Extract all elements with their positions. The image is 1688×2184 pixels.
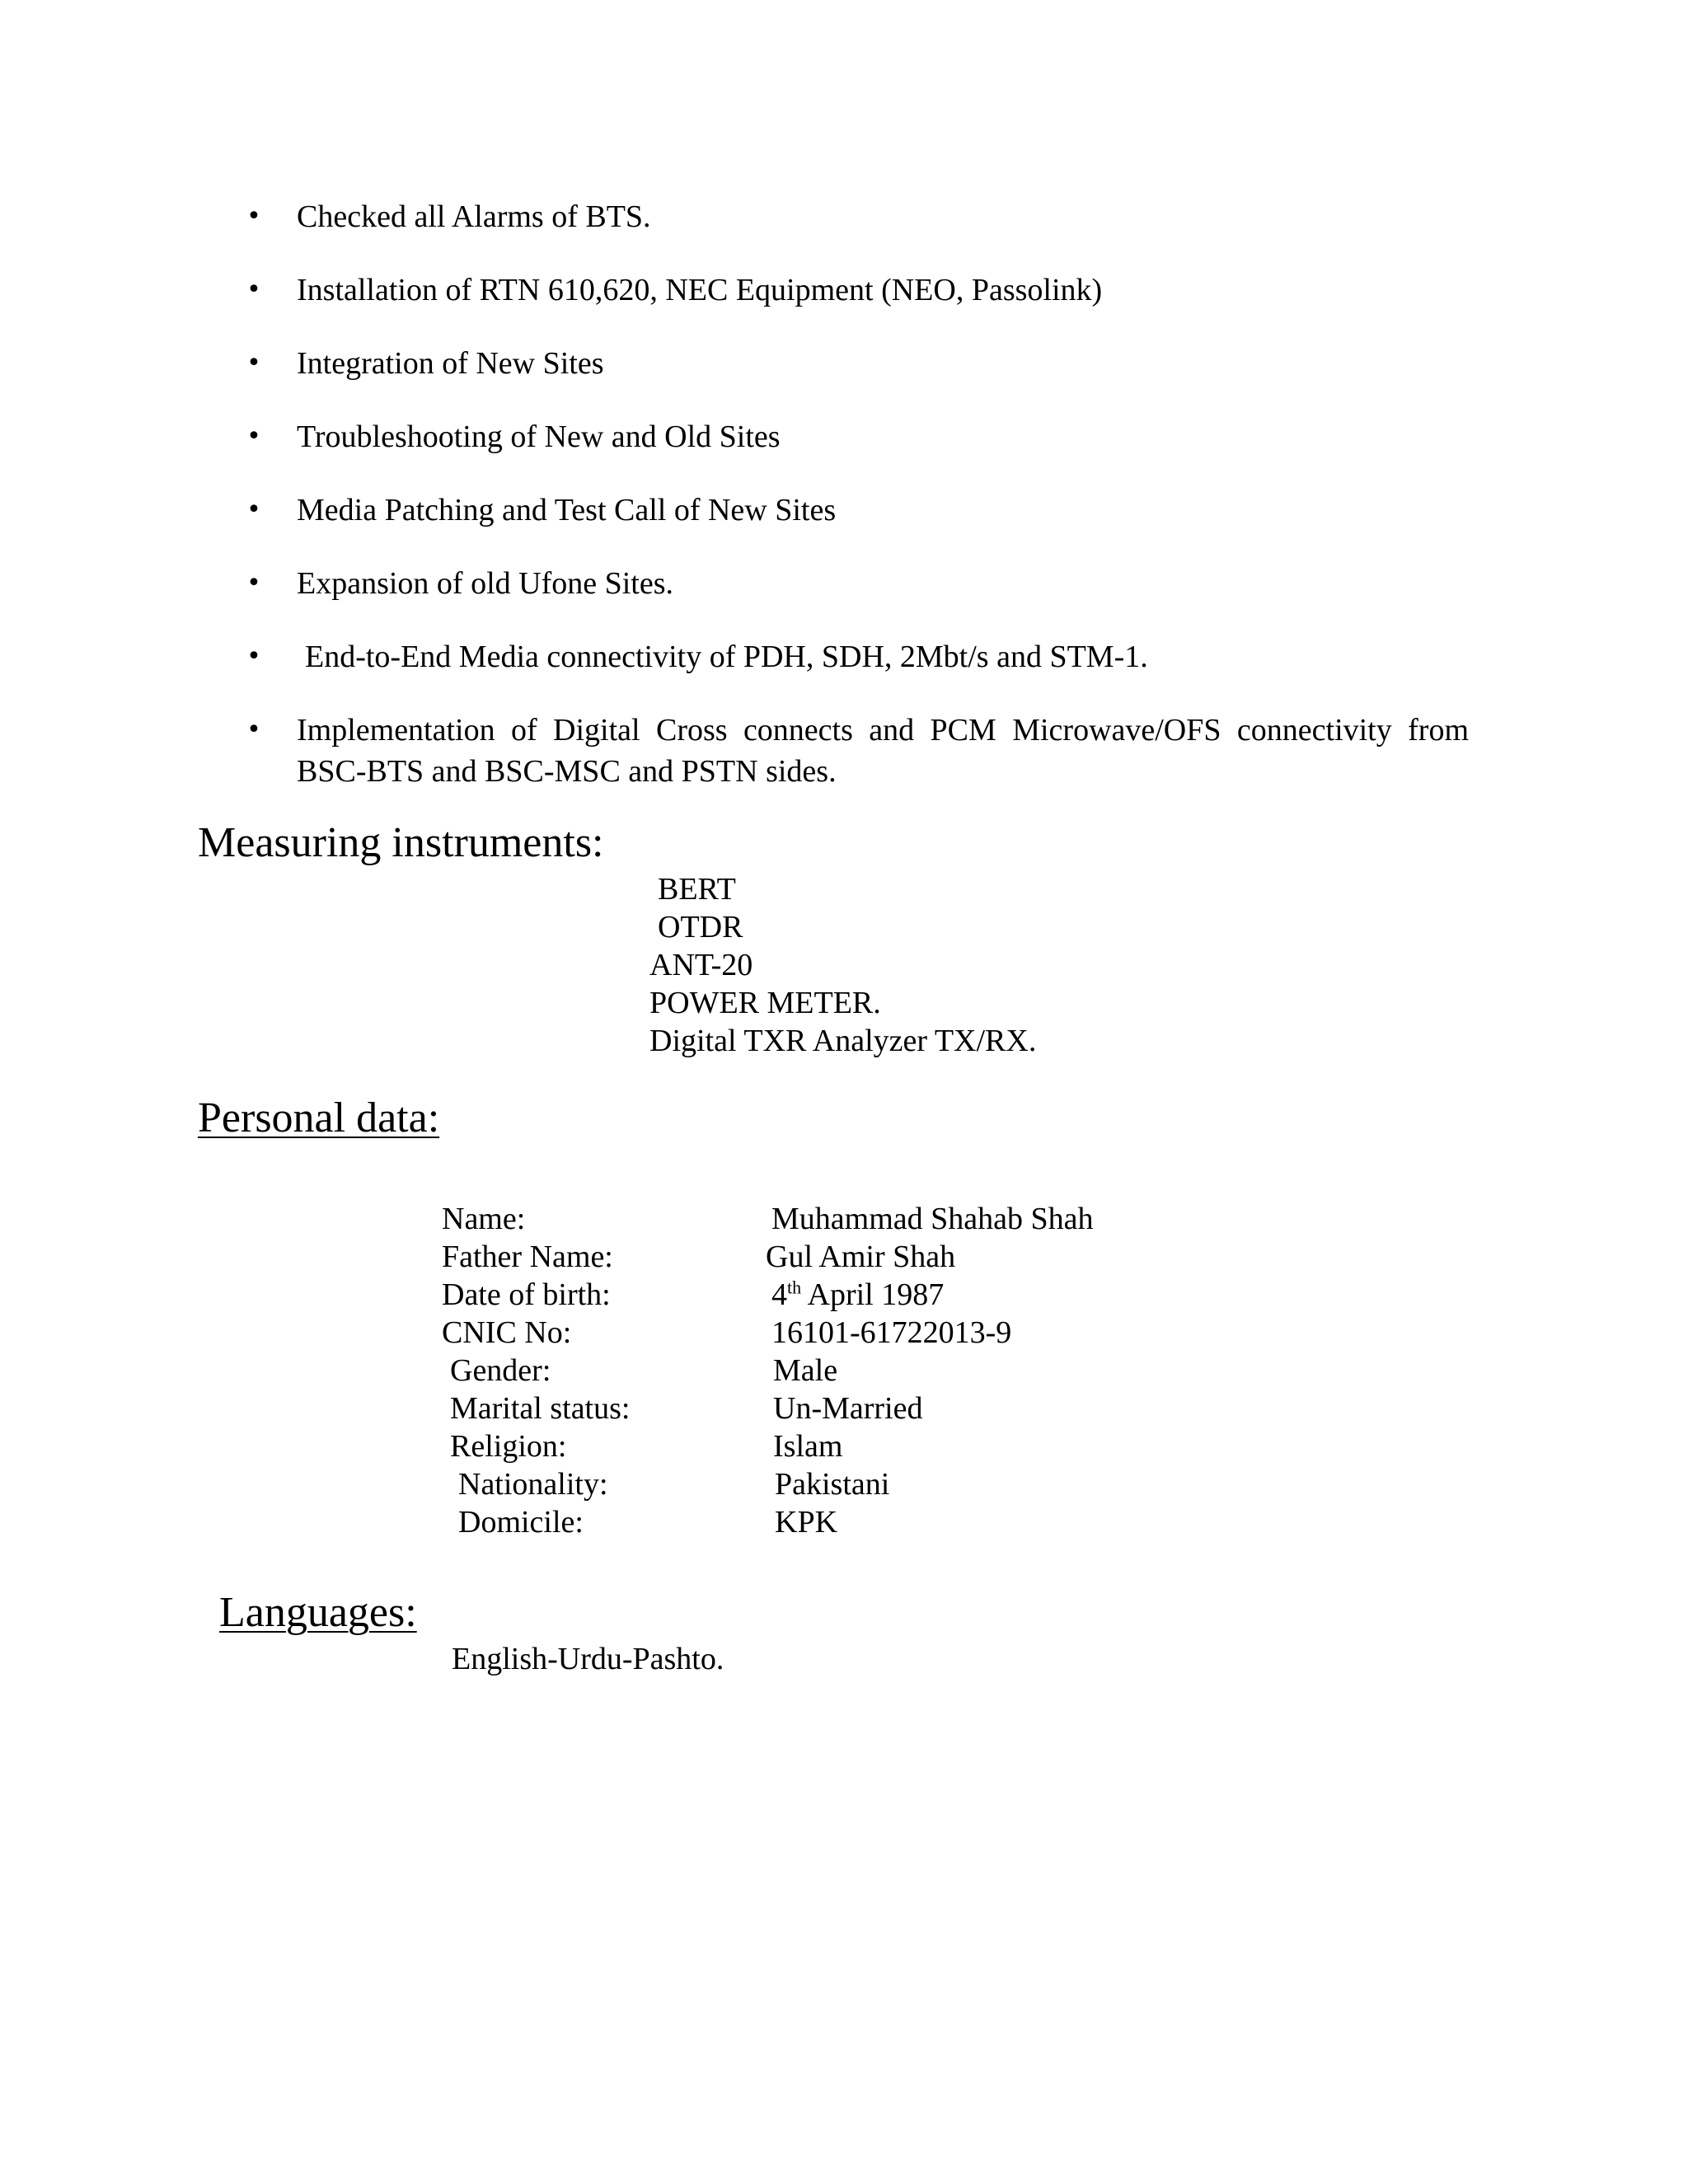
personal-value: Islam — [773, 1429, 843, 1464]
personal-label: Religion: — [450, 1429, 567, 1464]
bullet-icon: • — [246, 349, 261, 377]
duty-text: Checked all Alarms of BTS. — [297, 199, 651, 234]
duty-text: End-to-End Media connectivity of PDH, SDH, 2Mbt/s and STM-1. — [305, 640, 1148, 674]
instrument-item: BERT — [658, 872, 736, 907]
languages-text: English-Urdu-Pashto. — [452, 1642, 724, 1676]
duty-item — [246, 343, 1469, 384]
duty-text: Integration of New Sites — [297, 346, 604, 381]
instrument-item: Digital TXR Analyzer TX/RX. — [649, 1024, 1037, 1058]
instruments-list — [649, 870, 1036, 1060]
duty-item — [246, 710, 1469, 792]
bullet-icon: • — [246, 642, 261, 671]
personal-label: Date of birth: — [442, 1277, 611, 1312]
personal-value: Un-Married — [773, 1391, 923, 1426]
personal-data-heading: Personal data: — [198, 1094, 440, 1141]
duty-text: Troubleshooting of New and Old Sites — [297, 419, 781, 454]
dob-suffix: th — [787, 1277, 802, 1298]
languages-heading: Languages: — [219, 1589, 417, 1636]
personal-value — [771, 1276, 944, 1314]
instrument-item: ANT-20 — [649, 948, 753, 982]
personal-value: Male — [773, 1353, 838, 1388]
instrument-item: POWER METER. — [649, 986, 881, 1020]
bullet-icon: • — [246, 422, 261, 451]
bullet-icon: • — [246, 715, 261, 744]
personal-value: 16101-61722013-9 — [771, 1315, 1012, 1350]
duty-item — [246, 416, 1469, 457]
instrument-item: OTDR — [658, 910, 743, 944]
duty-text: Expansion of old Ufone Sites. — [297, 566, 674, 601]
personal-value: Pakistani — [775, 1467, 890, 1502]
duty-text: Implementation of Digital Cross connects and PCM Microwave/OFS connectivity from BSC-BTS and BSC-MSC and PSTN sides. — [297, 713, 1469, 789]
duty-item — [246, 636, 1469, 677]
bullet-icon: • — [246, 202, 261, 231]
personal-label: Gender: — [450, 1353, 551, 1388]
personal-value: KPK — [775, 1505, 838, 1540]
bullet-icon: • — [246, 495, 261, 524]
duty-item — [246, 269, 1469, 311]
duty-item — [246, 196, 1469, 237]
dob-rest: April 1987 — [801, 1277, 945, 1312]
bullet-icon: • — [246, 569, 261, 598]
personal-label: Nationality: — [458, 1467, 608, 1502]
personal-label: Domicile: — [458, 1505, 584, 1540]
personal-label: Name: — [442, 1202, 526, 1236]
personal-label: CNIC No: — [442, 1315, 572, 1350]
personal-value: Gul Amir Shah — [766, 1240, 956, 1274]
personal-label: Marital status: — [450, 1391, 631, 1426]
personal-label: Father Name: — [442, 1240, 613, 1274]
duty-text: Media Patching and Test Call of New Sites — [297, 493, 837, 527]
duties-list — [246, 196, 1469, 824]
instruments-heading: Measuring instruments: — [198, 819, 604, 866]
duty-item — [246, 563, 1469, 604]
personal-value: Muhammad Shahab Shah — [771, 1202, 1094, 1236]
duty-item — [246, 490, 1469, 531]
dob-day: 4 — [771, 1277, 787, 1312]
bullet-icon: • — [246, 275, 261, 304]
duty-text: Installation of RTN 610,620, NEC Equipment (NEO, Passolink) — [297, 273, 1103, 307]
